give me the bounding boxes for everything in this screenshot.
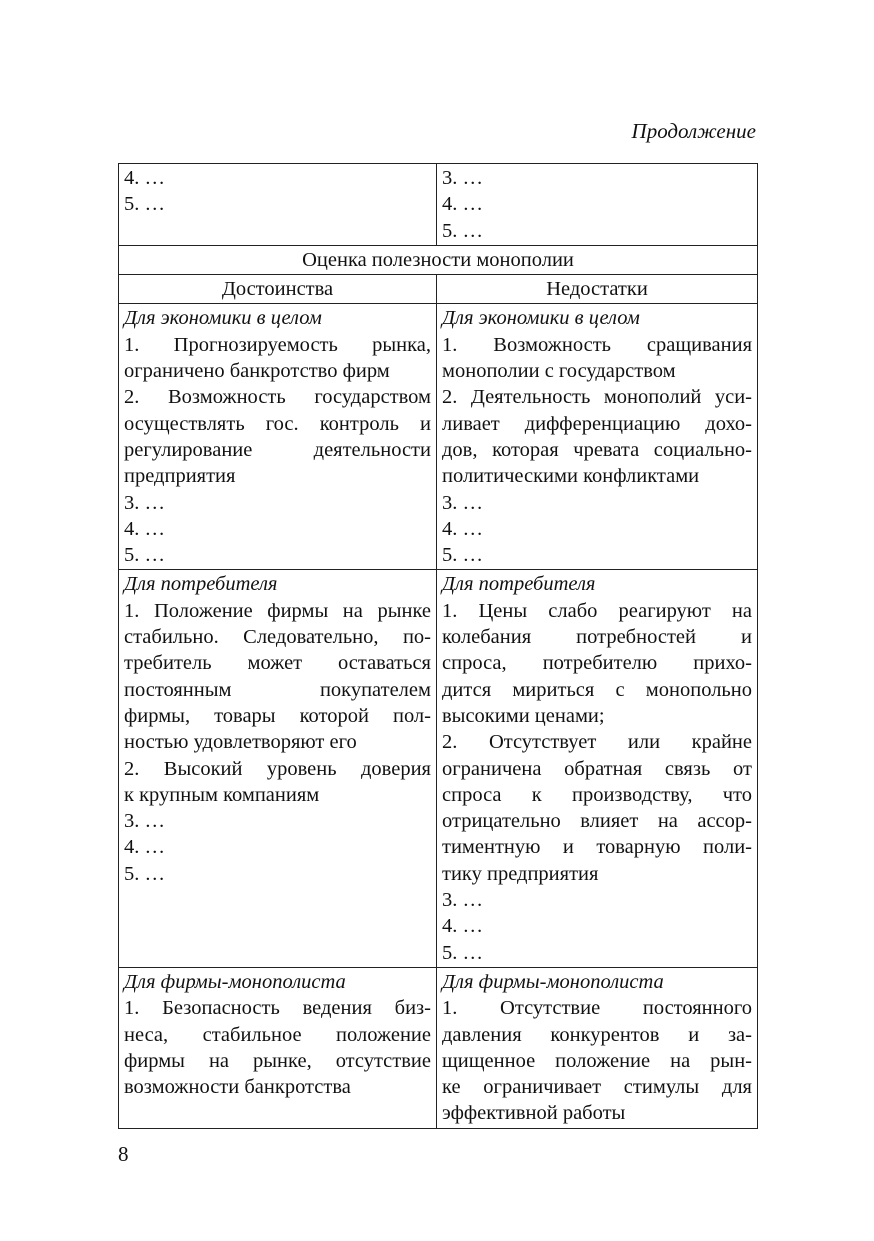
table-row [119,164,758,246]
text-line: 5. … [442,544,483,567]
list-item: 3. … [442,167,483,189]
text-line: постоянным покупателем [124,678,431,701]
economy-heading: Для экономики в целом [124,307,322,330]
text-line: осуществлять гос. контроль и [124,412,431,435]
economy-disadvantages-cell [437,304,758,570]
text-line: 1. Возможность сращивания [442,333,752,356]
text-line: 4. … [442,915,483,938]
cell-top-right [437,164,758,246]
text-line: 3. … [124,810,165,833]
text-line: требитель может оставаться [124,652,431,675]
text-line: 4. … [124,836,165,859]
text-line: ограничено банкротство фирм [124,360,390,383]
text-line: 4. … [442,517,483,540]
text-line: тиментную и товарную поли- [442,836,752,859]
text-line: спроса, потребителю прихо- [442,652,752,675]
text-line: ностью удовлетворяют его [124,731,357,754]
text-line: 1. Безопасность ведения биз- [124,997,431,1020]
economy-heading: Для экономики в целом [442,307,640,330]
text-line: к крупным компаниям [124,783,320,806]
text-line: 1. Положение фирмы на рынке [124,599,431,622]
text-line: 1. Отсутствие постоянного [442,997,752,1020]
text-line: фирмы, товары которой пол- [124,704,431,727]
consumer-advantages-cell [119,570,437,967]
text-line: давления конкурентов и за- [442,1023,752,1046]
text-line: предприятия [124,465,236,488]
text-line: 2. Деятельность монополий уси- [442,386,752,409]
column-header-disadvantages: Недостатки [437,275,758,304]
text-line: 3. … [442,491,483,514]
section-title: Оценка полезности монополии [119,245,758,274]
text-line: 2. Возможность государством [124,386,431,409]
table-header-row [119,275,758,304]
consumer-disadvantages-cell [437,570,758,967]
monopolist-disadvantages-cell [437,967,758,1128]
economy-advantages-cell [119,304,437,570]
text-line: стабильно. Следовательно, по- [124,626,431,649]
cell-top-left [119,164,437,246]
list-item: 4. … [124,167,165,189]
table-row-economy [119,304,758,570]
text-line: ограничена обратная связь от [442,757,752,780]
text-line: тику предприятия [442,862,599,885]
text-line: политическими конфликтами [442,465,700,488]
text-line: 4. … [124,517,165,540]
continuation-label: Продолжение [631,119,756,143]
list-item: 5. … [442,219,483,242]
text-line: 3. … [442,889,483,912]
text-line: 5. … [124,544,165,567]
list-item: 5. … [124,193,165,216]
monopolist-advantages-cell [119,967,437,1128]
monopoly-evaluation-table [118,163,758,1129]
page-number: 8 [118,1142,129,1166]
text-line: неса, стабильное положение [124,1023,431,1046]
text-line: ке ограничивает стимулы для [442,1076,752,1099]
text-line: дов, которая чревата социально- [442,438,752,461]
text-line: фирмы на рынке, отсутствие [124,1049,431,1072]
list-item: 4. … [442,193,483,216]
text-line: щищенное положение на рын- [442,1049,752,1072]
text-line: отрицательно влияет на ассор- [442,810,752,833]
consumer-heading: Для потребителя [124,573,278,596]
text-line: монополии с государством [442,360,676,383]
table-row-monopolist [119,967,758,1128]
text-line: 3. … [124,491,165,514]
text-line: возможности банкротства [124,1076,351,1099]
text-line: 2. Высокий уровень доверия [124,757,431,780]
consumer-heading: Для потребителя [442,573,596,596]
text-line: высокими ценами; [442,704,605,727]
monopolist-heading: Для фирмы-монополиста [124,970,346,993]
monopolist-heading: Для фирмы-монополиста [442,970,664,993]
text-line: спроса к производству, что [442,783,752,806]
table-row [119,245,758,274]
table-row-consumer [119,570,758,967]
text-line: 5. … [442,941,483,964]
text-line: эффективной работы [442,1102,626,1125]
text-line: дится мириться с монопольно [442,678,752,701]
text-line: 1. Прогнозируемость рынка, [124,333,431,356]
text-line: 2. Отсутствует или крайне [442,731,752,754]
column-header-advantages: Достоинства [119,275,437,304]
text-line: колебания потребностей и [442,626,752,649]
text-line: 5. … [124,862,165,885]
text-line: регулирование деятельности [124,438,431,461]
text-line: ливает дифференциацию дохо- [442,412,752,435]
text-line: 1. Цены слабо реагируют на [442,599,752,622]
